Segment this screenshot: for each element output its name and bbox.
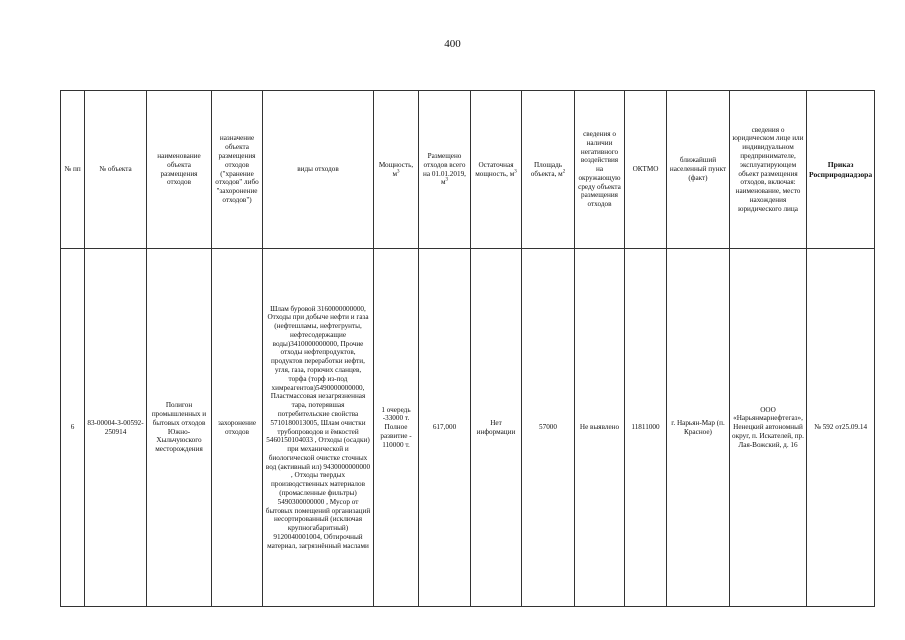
header-oktmo: ОКТМО — [625, 91, 667, 249]
cell-num: 6 — [61, 249, 85, 607]
header-area-text: Площадь объекта, м — [530, 160, 563, 178]
header-waste-types: виды отходов — [263, 91, 374, 249]
cell-residual: Нет информации — [471, 249, 522, 607]
header-capacity-text: Мощность, м — [378, 160, 414, 178]
header-purpose: назначение объекта размещения отходов ("хранение отходов" либо "захоронение отходов") — [212, 91, 263, 249]
header-operator: сведения о юридическом лице или индивидуальном предпринимателе, эксплуатирующем объект размещения отходов, включая: наименование, место нахождения юридического лица — [730, 91, 807, 249]
header-capacity — [374, 91, 419, 249]
header-placed — [419, 91, 471, 249]
cell-placed: 617,000 — [419, 249, 471, 607]
header-capacity-unit-sup: 3 — [397, 169, 400, 175]
cell-capacity: 1 очередь -33000 т. Полное развитие - 110000 т. — [374, 249, 419, 607]
header-residual — [471, 91, 522, 249]
cell-operator: ООО «Нарьянмарнефтегаз», Ненецкий автономный округ, п. Искателей, пр. Лая-Вожский, д. 16 — [730, 249, 807, 607]
header-object-number: № объекта — [85, 91, 147, 249]
cell-purpose: захоронение отходов — [212, 249, 263, 607]
header-area — [522, 91, 575, 249]
cell-impact: Не выявлено — [575, 249, 625, 607]
header-impact: сведения о наличии негативного воздействия на окружающую среду объекта размещения отходов — [575, 91, 625, 249]
page-number: 400 — [444, 38, 461, 50]
cell-area: 57000 — [522, 249, 575, 607]
cell-waste-types: Шлам буровой 3160000000000, Отходы при добыче нефти и газа (нефтешламы, нефтегрунты, нефтесодержащие воды)3410000000000, Прочие отходы нефтепродуктов, продуктов переработки нефти, угля, газа, горючих сланцев, торфа (торф из-под химреагентов)5490000000000, Пластмассовая незагрязненная тара, потерявшая потребительские свойства 5710180013005, Шлам очистки трубопроводов и ёмкостей 5460150104033 , Отходы (осадки) при механической и биологической очистке сточных вод (активный ил) 9430000000000 , Отходы твердых производственных материалов (промасленные фильтры) 5490300000000 , Мусор от бытовых помещений организаций несортированный (исключая крупногабаритный) 9120040001004, Обтирочный материал, загрязнённый маслами — [263, 249, 374, 607]
header-order: Приказ Росприроднадзора — [807, 91, 875, 249]
cell-object-name: Полигон промышленных и бытовых отходов Южно-Хыльчуюского месторождения — [147, 249, 212, 607]
header-object-name: наименование объекта размещения отходов — [147, 91, 212, 249]
header-placed-unit-sup: 3 — [445, 177, 449, 183]
header-settlement: ближайший населенный пункт (факт) — [667, 91, 730, 249]
header-area-unit-sup: 2 — [562, 169, 566, 175]
table-header-row — [61, 91, 875, 249]
cell-oktmo: 11811000 — [625, 249, 667, 607]
header-residual-unit-sup: 3 — [514, 169, 517, 175]
cell-settlement: г. Нарьян-Мар (п. Красное) — [667, 249, 730, 607]
header-placed-text: Размещено отходов всего на 01.01.2019, м — [423, 151, 466, 187]
header-residual-text: Остаточная мощность, м — [475, 160, 515, 178]
header-num: № пп — [61, 91, 85, 249]
cell-order: № 592 от25.09.14 — [807, 249, 875, 607]
cell-object-number: 83-00004-З-00592-250914 — [85, 249, 147, 607]
table-row — [61, 249, 875, 607]
waste-facility-table — [60, 90, 875, 607]
